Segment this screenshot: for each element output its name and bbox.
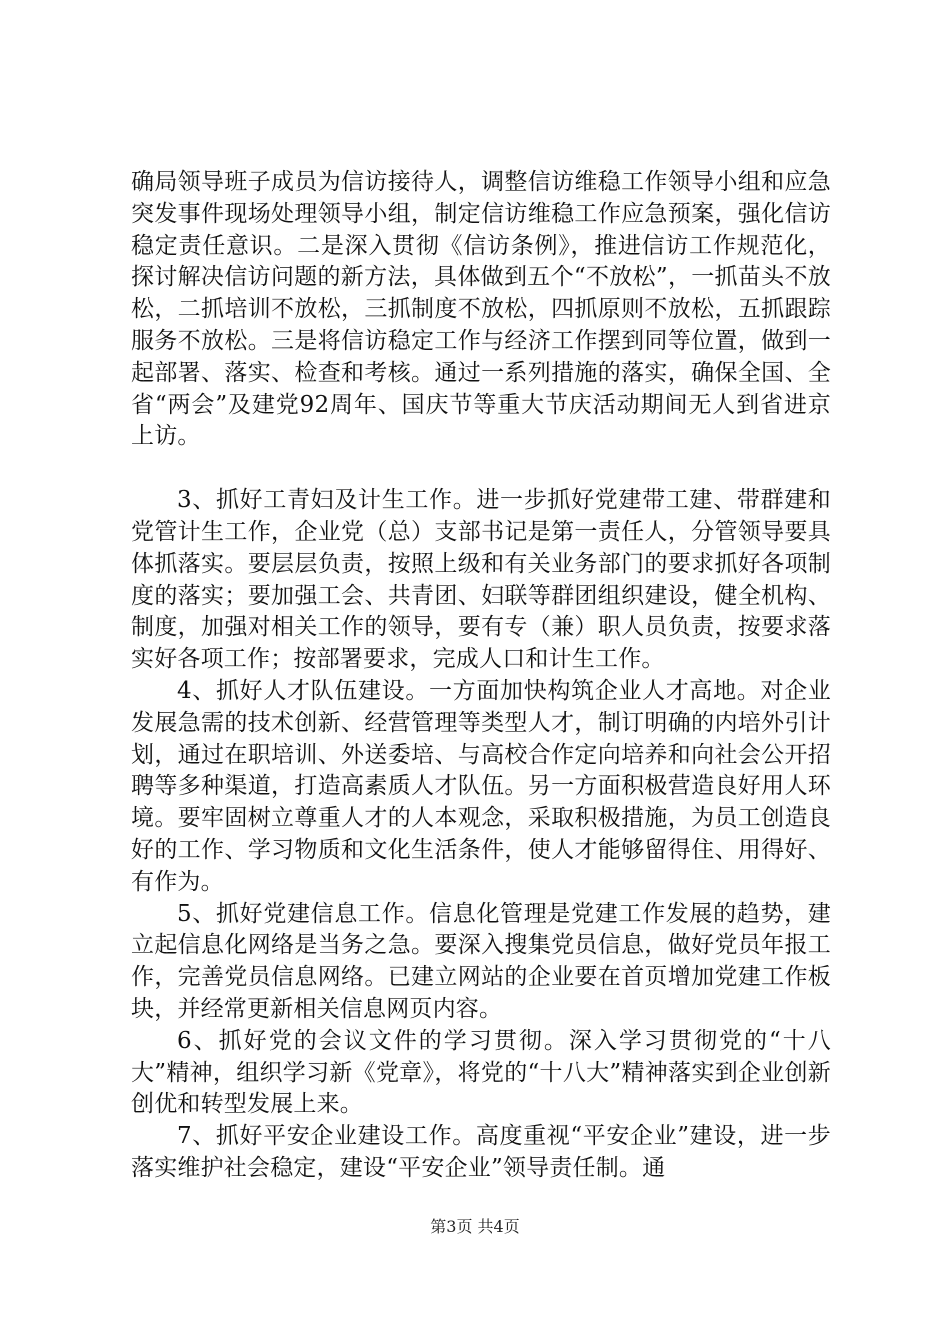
- paragraph-item-4: 4、抓好人才队伍建设。一方面加快构筑企业人才高地。对企业发展急需的技术创新、经营管理等类型人才，制订明确的内培外引计划，通过在职培训、外送委培、与高校合作定向培养和向社会公开招聘等多种渠道，打造高素质人才队伍。另一方面积极营造良好用人环境。要牢固树立尊重人才的人本观念，采取积极措施，为员工创造良好的工作、学习物质和文化生活条件，使人才能够留得住、用得好、有作为。: [131, 677, 831, 895]
- paragraph-item-6: 6、抓好党的会议文件的学习贯彻。深入学习贯彻党的“十八大”精神，组织学习新《党章》，将党的“十八大”精神落实到企业创新创优和转型发展上来。: [131, 1027, 831, 1118]
- paragraph-item-5: 5、抓好党建信息工作。信息化管理是党建工作发展的趋势，建立起信息化网络是当务之急。要深入搜集党员信息，做好党员年报工作，完善党员信息网络。已建立网站的企业要在首页增加党建工作板块，并经常更新相关信息网页内容。: [131, 900, 831, 1022]
- paragraph-item-3: 3、抓好工青妇及计生工作。进一步抓好党建带工建、带群建和党管计生工作，企业党（总）支部书记是第一责任人，分管领导要具体抓落实。要层层负责，按照上级和有关业务部门的要求抓好各项制度的落实；要加强工会、共青团、妇联等群团组织建设，健全机构、制度，加强对相关工作的领导，要有专（兼）职人员负责，按要求落实好各项工作；按部署要求，完成人口和计生工作。: [131, 487, 831, 673]
- document-body: [131, 167, 831, 1185]
- paragraph-item-7: 7、抓好平安企业建设工作。高度重视“平安企业”建设，进一步落实维护社会稳定，建设“平安企业”领导责任制。通: [131, 1123, 831, 1181]
- page-footer: 第3页 共4页: [430, 1217, 520, 1236]
- paragraph-continuation: 确局领导班子成员为信访接待人，调整信访维稳工作领导小组和应急突发事件现场处理领导小组，制定信访维稳工作应急预案，强化信访稳定责任意识。二是深入贯彻《信访条例》，推进信访工作规范化，探讨解决信访问题的新方法，具体做到五个“不放松”，一抓苗头不放松，二抓培训不放松，三抓制度不放松，四抓原则不放松，五抓跟踪服务不放松。三是将信访稳定工作与经济工作摆到同等位置，做到一起部署、落实、检查和考核。通过一系列措施的落实，确保全国、全省“两会”及建党92周年、国庆节等重大节庆活动期间无人到省进京上访。: [131, 169, 831, 450]
